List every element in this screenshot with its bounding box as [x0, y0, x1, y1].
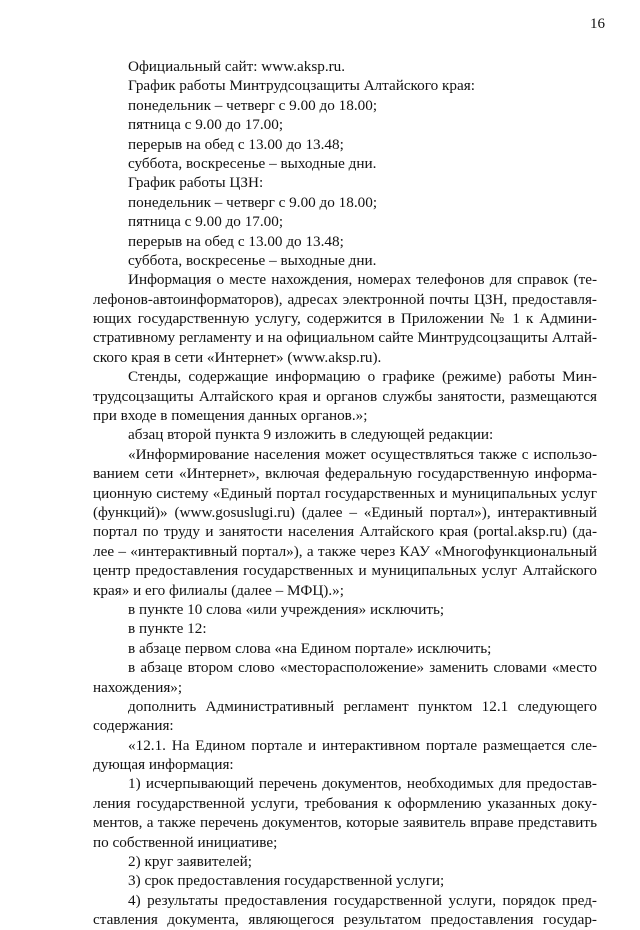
text-line: 1) исчерпывающий перечень документов, необходимых для предостав-	[128, 775, 597, 793]
text-line: Стенды, содержащие информацию о графике (режиме) работы Мин-	[128, 368, 597, 386]
text-line: понедельник – четверг с 9.00 до 18.00;	[128, 193, 378, 211]
text-line: портал по труду и занятости населения Алтайского края (portal.aksp.ru) (да-	[93, 523, 597, 541]
text-line: График работы ЦЗН:	[128, 174, 264, 192]
text-line: абзац второй пункта 9 изложить в следующей редакции:	[128, 426, 494, 444]
text-line: в пункте 10 слова «или учреждения» исключить;	[128, 600, 445, 618]
text-line: ющих государственную услугу, содержится в Приложении № 1 к Админи-	[93, 310, 597, 328]
text-line: ского края в сети «Интернет» (www.aksp.ru).	[93, 348, 382, 366]
page-number: 16	[590, 16, 605, 32]
text-line: ставления документа, являющегося результатом предоставления государ-	[93, 911, 597, 929]
text-line: лее – «интерактивный портал»), а также через КАУ «Многофункциональный	[93, 542, 597, 560]
text-line: нахождения»;	[93, 678, 183, 696]
text-line: дующая информация:	[93, 756, 234, 774]
document-body	[93, 57, 597, 930]
text-line: в абзаце втором слово «месторасположение» заменить словами «место	[128, 659, 597, 677]
text-line: Официальный сайт: www.aksp.ru.	[128, 58, 346, 75]
text-line: 4) результаты предоставления государственной услуги, порядок пред-	[128, 891, 597, 909]
text-line: стративному регламенту и на официальном сайте Минтрудсоцзащиты Алтай-	[93, 329, 597, 347]
text-line: ментов, а также перечень документов, которые заявитель вправе представить	[93, 814, 597, 832]
text-line: перерыв на обед с 13.00 до 13.48;	[128, 232, 344, 250]
text-line: перерыв на обед с 13.00 до 13.48;	[128, 135, 344, 153]
text-line: пятница с 9.00 до 17.00;	[128, 116, 284, 134]
text-line: ционную систему «Единый портал государственных и муниципальных услуг	[93, 484, 597, 502]
text-line: «Информирование населения может осуществляться также с использо-	[128, 445, 597, 463]
text-line: центр предоставления государственных и муниципальных услуг Алтайского	[93, 562, 597, 580]
text-line: понедельник – четверг с 9.00 до 18.00;	[128, 96, 378, 114]
text-line: 2) круг заявителей;	[128, 853, 252, 871]
text-line: суббота, воскресенье – выходные дни.	[128, 154, 377, 172]
text-line: График работы Минтрудсоцзащиты Алтайского края:	[128, 77, 475, 95]
text-line: ванием сети «Интернет», включая федеральную государственную информа-	[93, 465, 597, 483]
text-line: пятница с 9.00 до 17.00;	[128, 213, 284, 231]
text-line: дополнить Административный регламент пунктом 12.1 следующего	[128, 697, 597, 715]
text-line: лефонов-автоинформаторов), адресах электронной почты ЦЗН, предоставля-	[93, 290, 597, 308]
text-line: в пункте 12:	[128, 620, 207, 638]
text-line: содержания:	[93, 717, 174, 735]
text-line: в абзаце первом слова «на Едином портале» исключить;	[128, 639, 492, 657]
text-line: 3) срок предоставления государственной услуги;	[128, 872, 445, 890]
text-line: «12.1. На Едином портале и интерактивном портале размещается сле-	[128, 736, 597, 754]
text-line: по собственной инициативе;	[93, 833, 278, 851]
text-line: трудсоцзащиты Алтайского края и органов службы занятости, размещаются	[93, 387, 597, 405]
text-line: края» и его филиалы (далее – МФЦ).»;	[93, 581, 344, 599]
text-line: (функций)» (www.gosuslugi.ru) (далее – «Единый портал»), интерактивный	[93, 503, 597, 521]
text-line: ления государственной услуги, требования к оформлению указанных доку-	[93, 794, 597, 812]
text-line: при входе в помещения данных органов.»;	[93, 407, 368, 425]
text-line: суббота, воскресенье – выходные дни.	[128, 251, 377, 269]
text-line: Информация о месте нахождения, номерах телефонов для справок (те-	[128, 271, 597, 289]
